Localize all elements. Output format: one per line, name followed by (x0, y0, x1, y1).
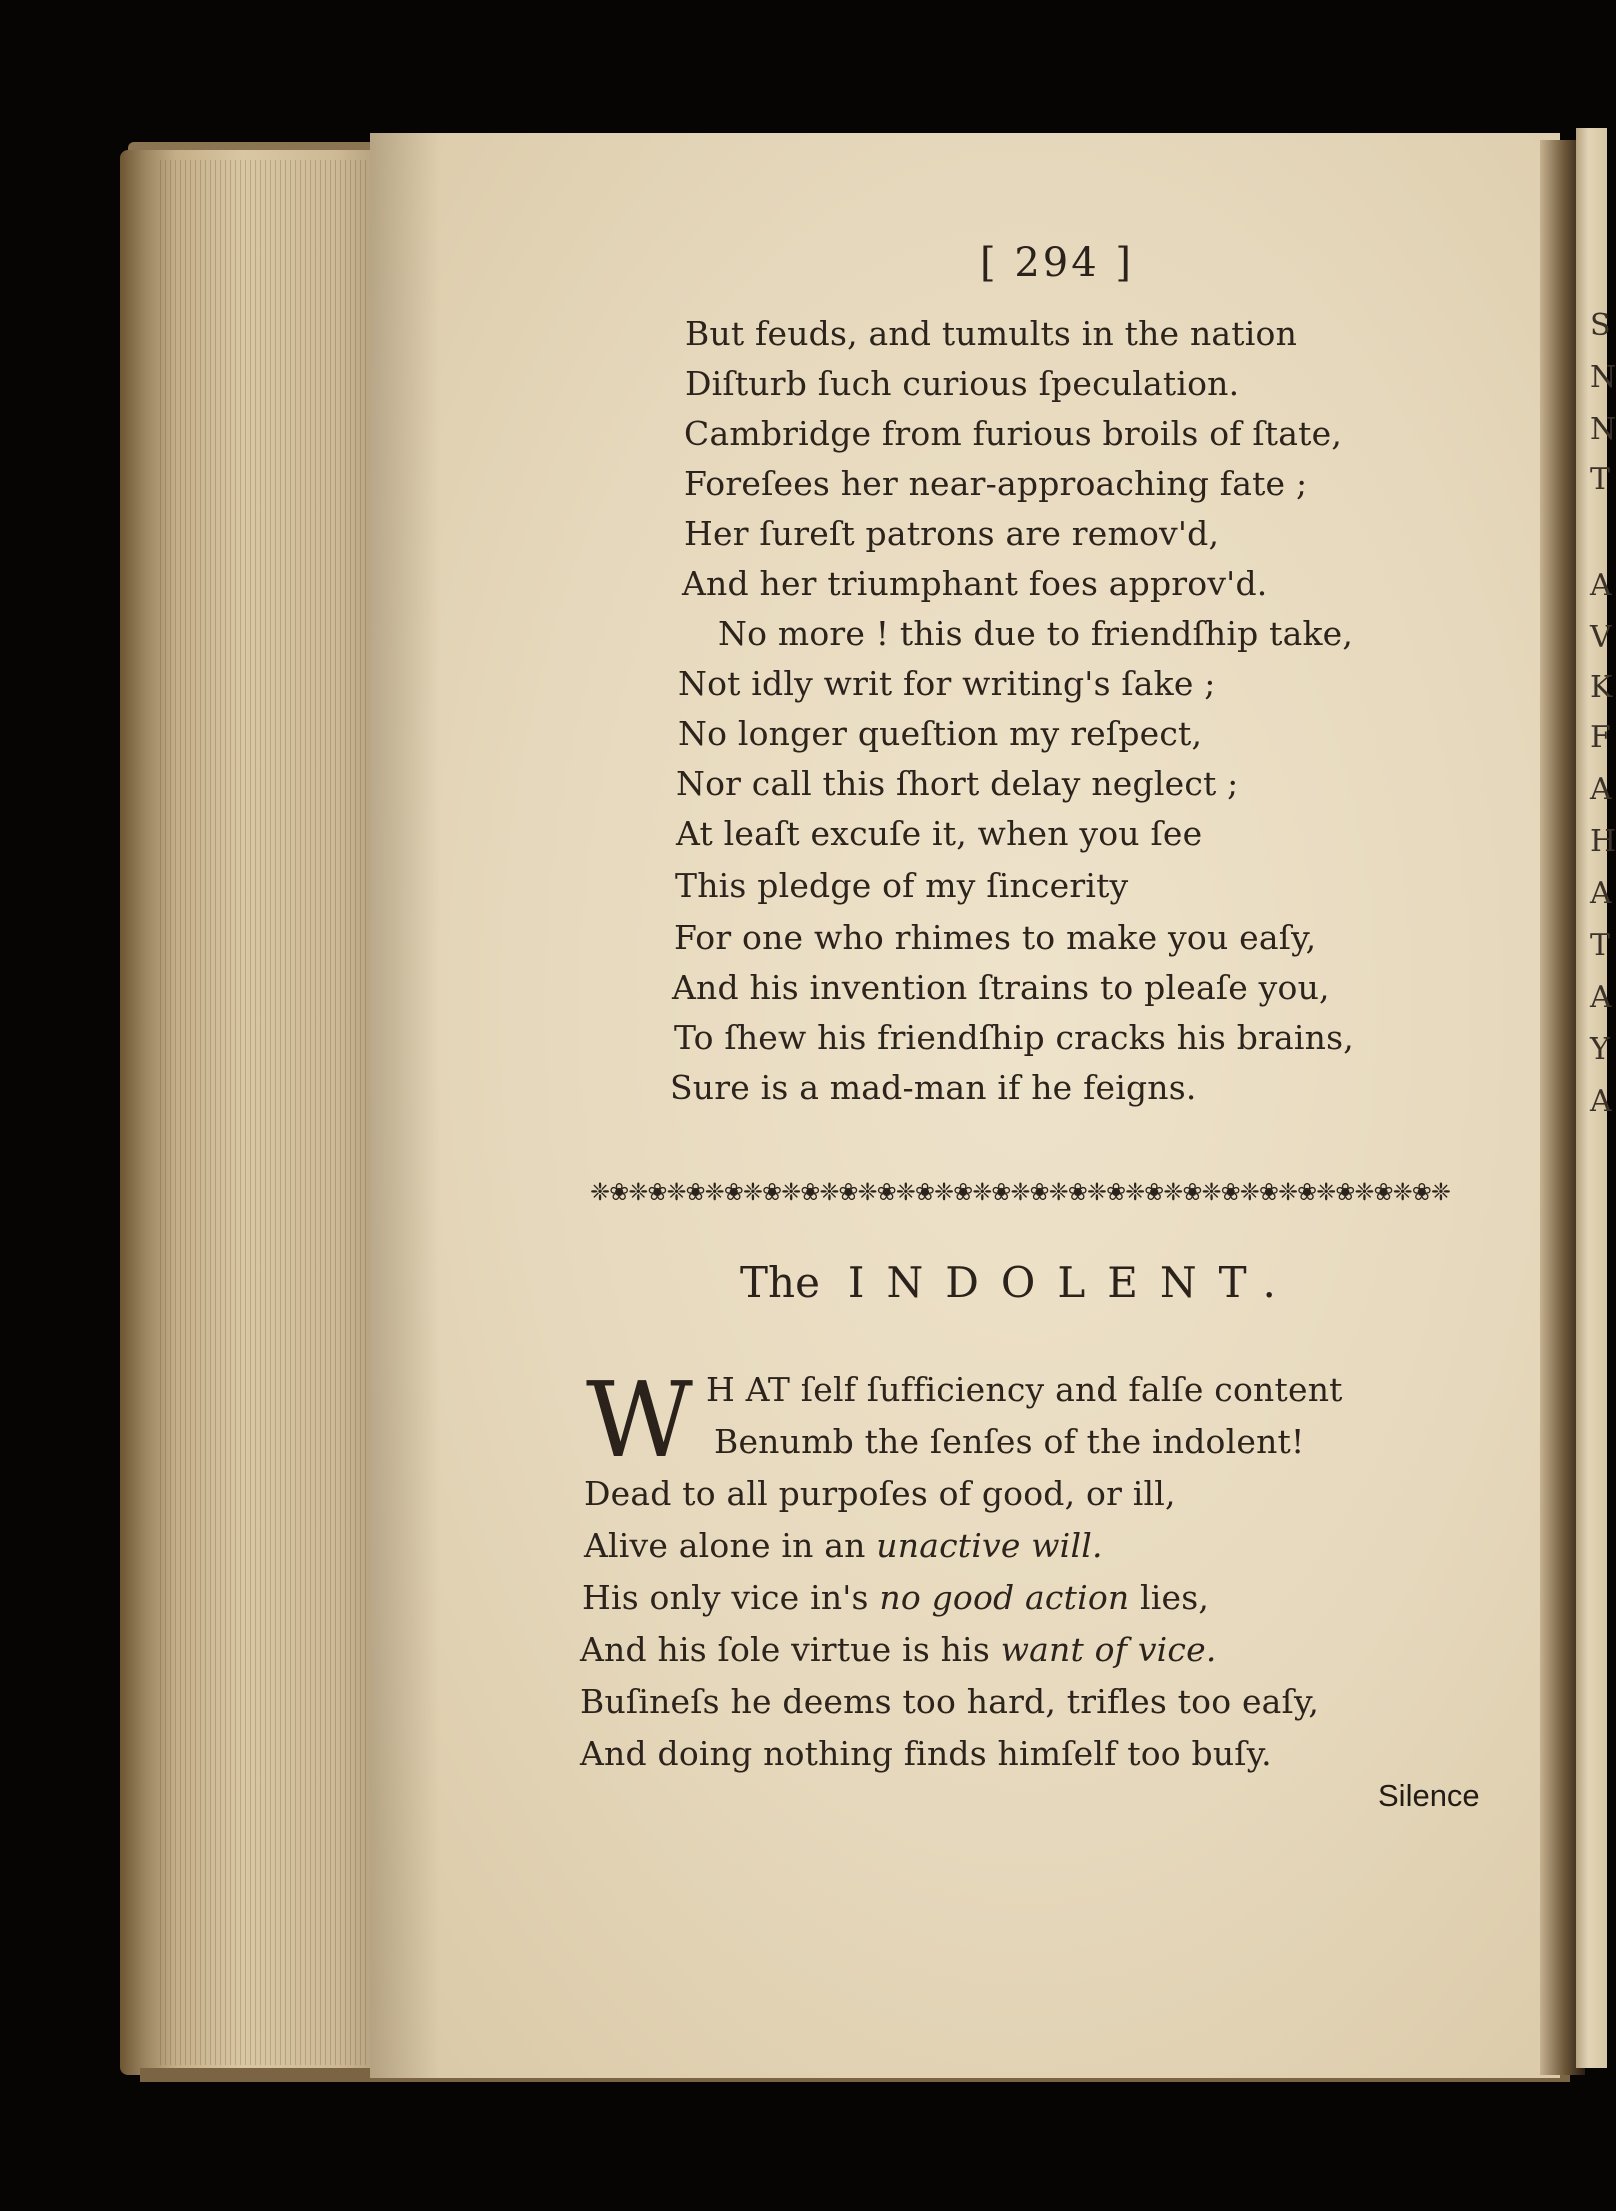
facing-letter: A (1590, 568, 1612, 603)
verse-line: Diſturb ſuch curious ſpeculation. (685, 364, 1240, 403)
poem-line: Buſineſs he deems too hard, trifles too eaſy, (580, 1682, 1320, 1721)
page-number: [ 294 ] (980, 240, 1134, 286)
verse-line: Her ſureſt patrons are remov'd, (684, 514, 1220, 553)
italic-phrase: no good action (879, 1578, 1130, 1617)
poem-line: H AT ſelf ſufficiency and falſe content (706, 1370, 1343, 1409)
verse-line: Sure is a mad-man if he feigns. (670, 1068, 1197, 1107)
poem-line (582, 1578, 1209, 1617)
page-shadow (370, 133, 440, 2078)
facing-letter: N (1590, 412, 1616, 447)
italic-phrase: want of vice. (1000, 1630, 1217, 1669)
verse-line: No more ! this due to friendſhip take, (718, 614, 1354, 653)
poem-line: Dead to all purpoſes of good, or ill, (584, 1474, 1176, 1513)
drop-cap: W (586, 1359, 693, 1481)
verse-line: At leaſt excuſe it, when you ſee (676, 814, 1203, 853)
title-name: INDOLENT. (847, 1258, 1298, 1307)
facing-letter: F (1590, 720, 1611, 755)
facing-letter: A (1590, 772, 1612, 807)
facing-letter: Y (1590, 1032, 1610, 1067)
facing-letter: H (1590, 824, 1616, 859)
catchword: Silence (1378, 1778, 1480, 1813)
printer-ornament: ❈❀❈❀❈❀❈❀❈❀❈❀❈❀❈❀❈❀❈❀❈❀❈❀❈❀❈❀❈❀❈❀❈❀❈❀❈❀❈❀❈❀❈❀❈ (590, 1178, 1450, 1206)
verse-line: Nor call this ſhort delay neglect ; (676, 764, 1239, 803)
facing-letter: A (1590, 876, 1612, 911)
poem-line (580, 1630, 1217, 1669)
poem-text: And his ſole virtue is his (580, 1630, 1001, 1669)
facing-letter: T (1590, 462, 1611, 497)
poem-text: lies, (1129, 1578, 1210, 1617)
poem-text: His only vice in's (582, 1578, 880, 1617)
verse-line: For one who rhimes to make you eaſy, (674, 918, 1317, 957)
facing-letter: A (1590, 980, 1612, 1015)
poem-line (584, 1526, 1103, 1565)
verse-line: But feuds, and tumults in the nation (685, 314, 1298, 353)
verse-line: To ſhew his friendſhip cracks his brains, (674, 1018, 1354, 1057)
title-article: The (740, 1258, 820, 1307)
italic-phrase: unactive will. (876, 1526, 1103, 1565)
facing-letter: A (1590, 1084, 1612, 1119)
verse-line: Foreſees her near-approaching fate ; (684, 464, 1308, 503)
verse-line: Cambridge from furious broils of ſtate, (684, 414, 1343, 453)
facing-letter: V (1590, 620, 1612, 655)
poem-text: Alive alone in an (584, 1526, 877, 1565)
verse-line: Not idly writ for writing's ſake ; (678, 664, 1216, 703)
poem-line: Benumb the ſenſes of the indolent! (714, 1422, 1305, 1461)
facing-letter: K (1590, 670, 1613, 705)
poem-title (740, 1258, 1298, 1307)
verse-line: This pledge of my ſincerity (675, 866, 1129, 905)
verse-line: No longer queſtion my reſpect, (678, 714, 1203, 753)
verse-line: And his invention ſtrains to pleaſe you, (672, 968, 1330, 1007)
facing-letter: N (1590, 360, 1616, 395)
verse-line: And her triumphant foes approv'd. (682, 564, 1268, 603)
poem-line: And doing nothing finds himſelf too buſy. (580, 1734, 1272, 1773)
facing-letter: S (1590, 308, 1611, 343)
facing-letter: T (1590, 928, 1611, 963)
